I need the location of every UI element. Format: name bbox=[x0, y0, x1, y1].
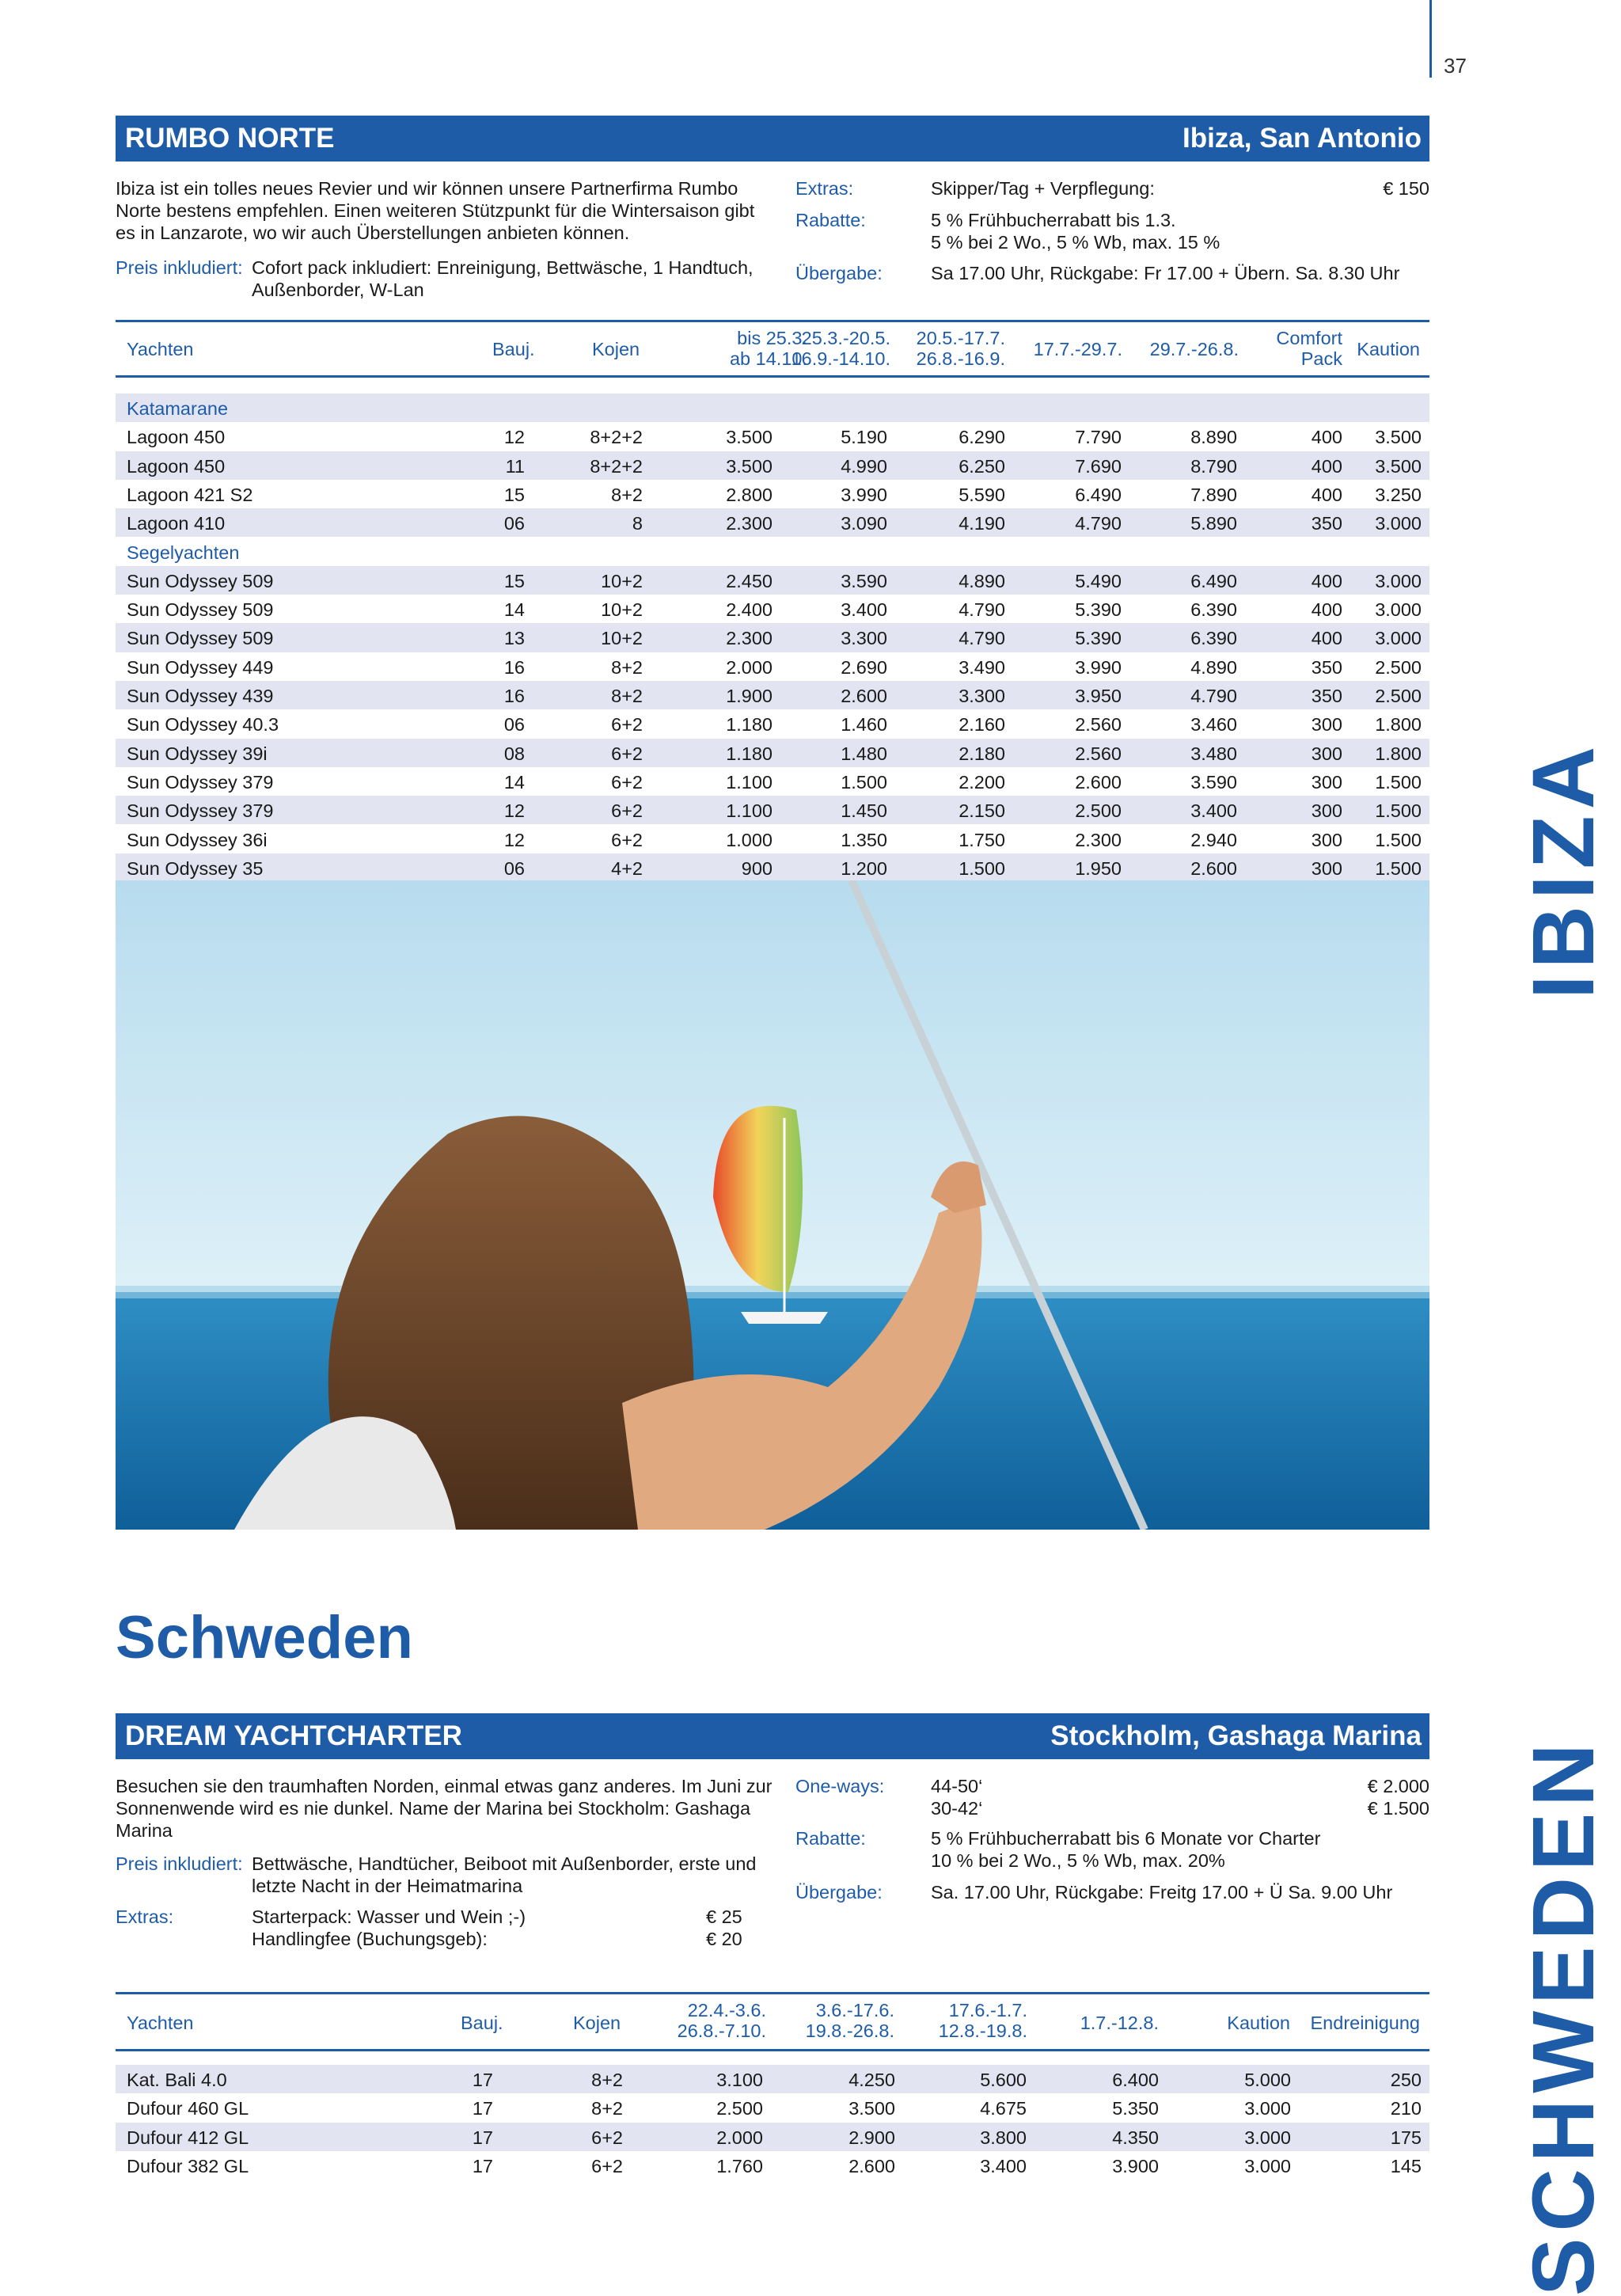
yacht-name: Sun Odyssey 35 bbox=[127, 857, 264, 879]
cell-kaution: 1.500 bbox=[1375, 800, 1422, 822]
cell-p1: 2.000 bbox=[716, 2127, 763, 2148]
cell-p5: 8.790 bbox=[1190, 455, 1237, 477]
yacht-name: Lagoon 450 bbox=[127, 427, 226, 448]
schweden-th-period-2: 3.6.-17.6. 19.8.-26.8. bbox=[805, 2000, 894, 2041]
sailing-photo-illustration bbox=[116, 880, 1429, 1530]
cell-kaution: 1.500 bbox=[1375, 771, 1422, 793]
cell-comfort: 300 bbox=[1311, 800, 1342, 822]
schweden-company-title: DREAM YACHTCHARTER bbox=[125, 1720, 462, 1751]
cell-p4: 2.560 bbox=[1075, 714, 1122, 736]
cell-p3: 4.190 bbox=[959, 513, 1005, 534]
cell-comfort: 400 bbox=[1311, 599, 1342, 621]
cell-kojen: 8 bbox=[632, 513, 643, 534]
cell-comfort: 400 bbox=[1311, 628, 1342, 649]
ibiza-th-kojen: Kojen bbox=[592, 339, 640, 359]
cell-p1: 2.400 bbox=[726, 599, 773, 621]
cell-bauj: 17 bbox=[472, 2127, 493, 2148]
table-row bbox=[116, 480, 1429, 508]
cell-p2: 1.200 bbox=[841, 857, 887, 879]
cell-kojen: 6+2 bbox=[611, 771, 643, 793]
cell-p3: 3.300 bbox=[959, 686, 1005, 706]
schweden-extras-item-2: Handlingfee (Buchungsgeb): bbox=[252, 1929, 488, 1949]
cell-kaution: 3.000 bbox=[1375, 599, 1422, 621]
cell-comfort: 300 bbox=[1311, 771, 1342, 793]
cell-kojen: 6+2 bbox=[591, 2155, 623, 2176]
cell-p2: 2.600 bbox=[841, 686, 887, 706]
cell-p1: 2.300 bbox=[726, 513, 773, 534]
cell-comfort: 350 bbox=[1311, 686, 1342, 706]
cell-p2: 2.900 bbox=[848, 2127, 895, 2148]
cell-p4: 7.790 bbox=[1075, 427, 1122, 448]
cell-bauj: 15 bbox=[503, 484, 525, 505]
cell-p2: 3.090 bbox=[841, 513, 887, 534]
schweden-table-header-rule bbox=[116, 2049, 1429, 2051]
cell-bauj: 16 bbox=[503, 656, 525, 678]
cell-kojen: 8+2 bbox=[611, 686, 643, 706]
schweden-th-period-3: 17.6.-1.7. 12.8.-19.8. bbox=[938, 2000, 1027, 2041]
cell-bauj: 17 bbox=[472, 2070, 493, 2090]
schweden-th-bauj: Bauj. bbox=[461, 2013, 503, 2033]
table-row bbox=[116, 681, 1429, 709]
schweden-heading: Schweden bbox=[116, 1604, 413, 1671]
table-row bbox=[116, 422, 1429, 450]
cell-p5: 2.940 bbox=[1190, 829, 1237, 850]
schweden-extras-label: Extras: bbox=[116, 1906, 174, 1927]
cell-p3: 3.490 bbox=[959, 656, 1005, 678]
cell-p4: 5.390 bbox=[1075, 628, 1122, 649]
table-category-row bbox=[116, 538, 1429, 566]
cell-p4: 1.950 bbox=[1075, 857, 1122, 879]
cell-p5: 2.600 bbox=[1190, 857, 1237, 879]
cell-p5: 6.390 bbox=[1190, 599, 1237, 621]
table-row bbox=[116, 709, 1429, 738]
cell-kaution: 3.000 bbox=[1244, 2098, 1291, 2119]
schweden-uebergabe-text: Sa. 17.00 Uhr, Rückgabe: Freitg 17.00 + Ü Sa. 9.00 Uhr bbox=[931, 1882, 1393, 1903]
cell-kaution: 1.800 bbox=[1375, 743, 1422, 764]
cell-p2: 3.990 bbox=[841, 484, 887, 505]
cell-bauj: 14 bbox=[503, 771, 525, 793]
cell-end: 250 bbox=[1390, 2070, 1422, 2090]
cell-kaution: 2.500 bbox=[1375, 656, 1422, 678]
cell-bauj: 06 bbox=[503, 857, 525, 879]
cell-p2: 1.460 bbox=[841, 714, 887, 736]
ibiza-th-yachten: Yachten bbox=[127, 339, 194, 359]
cell-end: 210 bbox=[1390, 2098, 1422, 2119]
yacht-name: Dufour 460 GL bbox=[127, 2098, 249, 2119]
yacht-name: Sun Odyssey 40.3 bbox=[127, 714, 279, 736]
schweden-th-endreinigung: Endreinigung bbox=[1310, 2013, 1420, 2033]
table-row bbox=[116, 595, 1429, 623]
cell-p1: 1.100 bbox=[726, 800, 773, 822]
cell-bauj: 06 bbox=[503, 714, 525, 736]
table-row bbox=[116, 566, 1429, 595]
ibiza-th-period-2: 25.3.-20.5. 16.9.-14.10. bbox=[791, 328, 890, 369]
table-row bbox=[116, 796, 1429, 824]
table-row bbox=[116, 853, 1429, 882]
cell-kojen: 8+2 bbox=[591, 2098, 623, 2119]
ibiza-uebergabe-label: Übergabe: bbox=[795, 263, 883, 283]
cell-kaution: 3.000 bbox=[1244, 2155, 1291, 2176]
cell-bauj: 17 bbox=[472, 2098, 493, 2119]
cell-p1: 2.500 bbox=[716, 2098, 763, 2119]
schweden-extras-item-1: Starterpack: Wasser und Wein ;-) bbox=[252, 1906, 526, 1927]
cell-kojen: 8+2 bbox=[591, 2070, 623, 2090]
cell-p4: 2.560 bbox=[1075, 743, 1122, 764]
cell-kojen: 4+2 bbox=[611, 857, 643, 879]
cell-p4: 5.390 bbox=[1075, 599, 1122, 621]
cell-comfort: 400 bbox=[1311, 570, 1342, 591]
ibiza-title-bar bbox=[116, 116, 1429, 162]
cell-p4: 3.900 bbox=[1112, 2155, 1159, 2176]
schweden-rabatte-label: Rabatte: bbox=[795, 1828, 866, 1849]
yacht-name: Lagoon 450 bbox=[127, 455, 226, 477]
cell-p2: 4.990 bbox=[841, 455, 887, 477]
cell-p1: 1.180 bbox=[726, 743, 773, 764]
cell-kaution: 3.500 bbox=[1375, 455, 1422, 477]
cell-kaution: 1.800 bbox=[1375, 714, 1422, 736]
cell-p1: 1.100 bbox=[726, 771, 773, 793]
ibiza-th-kaution: Kaution bbox=[1357, 339, 1420, 359]
ibiza-intro: Ibiza ist ein tolles neues Revier und wir können unsere Partnerfirma Rumbo Norte bestens empfehlen. Einen weiteren Stützpunkt für die Wintersaison gibt es in Lanzarote, wo wir auch Überstellungen anbieten können. bbox=[116, 178, 755, 243]
cell-comfort: 400 bbox=[1311, 484, 1342, 505]
yacht-name: Sun Odyssey 509 bbox=[127, 599, 274, 621]
side-label-ibiza: IBIZA bbox=[1515, 739, 1612, 999]
cell-bauj: 13 bbox=[503, 628, 525, 649]
schweden-th-kojen: Kojen bbox=[573, 2013, 621, 2033]
cell-p4: 7.690 bbox=[1075, 455, 1122, 477]
cell-p3: 6.290 bbox=[959, 427, 1005, 448]
ibiza-th-period-5: 29.7.-26.8. bbox=[1149, 339, 1239, 359]
category-label-segelyachten: Segelyachten bbox=[127, 542, 240, 563]
cell-bauj: 12 bbox=[503, 800, 525, 822]
yacht-name: Dufour 412 GL bbox=[127, 2127, 249, 2148]
category-label-katamarane: Katamarane bbox=[127, 398, 229, 419]
cell-bauj: 16 bbox=[503, 686, 525, 706]
cell-p3: 3.400 bbox=[980, 2155, 1027, 2176]
schweden-th-period-4: 1.7.-12.8. bbox=[1080, 2013, 1159, 2033]
cell-p4: 2.300 bbox=[1075, 829, 1122, 850]
cell-kaution: 3.500 bbox=[1375, 427, 1422, 448]
cell-p1: 1.180 bbox=[726, 714, 773, 736]
cell-p2: 3.500 bbox=[848, 2098, 895, 2119]
schweden-oneways-item-1: 44-50‘ bbox=[931, 1776, 983, 1796]
cell-comfort: 300 bbox=[1311, 857, 1342, 879]
schweden-table-top-rule bbox=[116, 1992, 1429, 1994]
yacht-name: Sun Odyssey 379 bbox=[127, 800, 274, 822]
cell-kaution: 3.000 bbox=[1375, 513, 1422, 534]
schweden-title-bar bbox=[116, 1713, 1429, 1759]
ibiza-company-title: RUMBO NORTE bbox=[125, 123, 335, 154]
cell-kojen: 8+2 bbox=[611, 656, 643, 678]
table-row bbox=[116, 2151, 1429, 2180]
cell-p2: 1.450 bbox=[841, 800, 887, 822]
cell-p4: 2.600 bbox=[1075, 771, 1122, 793]
cell-bauj: 08 bbox=[503, 743, 525, 764]
cell-kojen: 6+2 bbox=[591, 2127, 623, 2148]
cell-p1: 2.000 bbox=[726, 656, 773, 678]
cell-kojen: 8+2+2 bbox=[590, 427, 643, 448]
schweden-oneways-price-2: € 1.500 bbox=[1367, 1798, 1429, 1819]
cell-p1: 1.000 bbox=[726, 829, 773, 850]
ibiza-rabatte-label: Rabatte: bbox=[795, 210, 866, 230]
cell-kojen: 6+2 bbox=[611, 829, 643, 850]
ibiza-table-header-rule bbox=[116, 375, 1429, 378]
cell-p3: 4.675 bbox=[980, 2098, 1027, 2119]
cell-comfort: 350 bbox=[1311, 656, 1342, 678]
schweden-oneways-price-1: € 2.000 bbox=[1367, 1776, 1429, 1796]
cell-p2: 1.500 bbox=[841, 771, 887, 793]
side-label-schweden: SCHWEDEN bbox=[1515, 1737, 1612, 2296]
schweden-uebergabe-label: Übergabe: bbox=[795, 1882, 883, 1903]
ibiza-preis-label: Preis inkludiert: bbox=[116, 257, 243, 278]
ibiza-location: Ibiza, San Antonio bbox=[1182, 123, 1422, 154]
cell-p5: 4.890 bbox=[1190, 656, 1237, 678]
cell-p3: 5.600 bbox=[980, 2070, 1027, 2090]
cell-kojen: 8+2+2 bbox=[590, 455, 643, 477]
table-row bbox=[116, 451, 1429, 480]
cell-kaution: 1.500 bbox=[1375, 829, 1422, 850]
yacht-name: Lagoon 421 S2 bbox=[127, 484, 253, 505]
ibiza-th-period-3: 20.5.-17.7. 26.8.-16.9. bbox=[916, 328, 1005, 369]
cell-p5: 8.890 bbox=[1190, 427, 1237, 448]
cell-kaution: 5.000 bbox=[1244, 2070, 1291, 2090]
schweden-extras-price-2: € 20 bbox=[706, 1929, 742, 1949]
cell-p5: 7.890 bbox=[1190, 484, 1237, 505]
cell-p3: 6.250 bbox=[959, 455, 1005, 477]
table-category-row bbox=[116, 393, 1429, 422]
cell-end: 145 bbox=[1390, 2155, 1422, 2176]
cell-p3: 2.150 bbox=[959, 800, 1005, 822]
schweden-th-kaution: Kaution bbox=[1227, 2013, 1290, 2033]
schweden-extras-price-1: € 25 bbox=[706, 1906, 742, 1927]
cell-bauj: 12 bbox=[503, 829, 525, 850]
yacht-name: Sun Odyssey 379 bbox=[127, 771, 274, 793]
yacht-name: Sun Odyssey 439 bbox=[127, 686, 274, 706]
cell-p3: 1.750 bbox=[959, 829, 1005, 850]
cell-p1: 1.760 bbox=[716, 2155, 763, 2176]
cell-p3: 2.200 bbox=[959, 771, 1005, 793]
ibiza-th-period-4: 17.7.-29.7. bbox=[1033, 339, 1122, 359]
cell-p3: 4.890 bbox=[959, 570, 1005, 591]
cell-p1: 2.300 bbox=[726, 628, 773, 649]
cell-comfort: 400 bbox=[1311, 455, 1342, 477]
schweden-rabatte-text: 5 % Frühbucherrabatt bis 6 Monate vor Charter 10 % bei 2 Wo., 5 % Wb, max. 20% bbox=[931, 1828, 1321, 1871]
cell-p2: 5.190 bbox=[841, 427, 887, 448]
cell-comfort: 300 bbox=[1311, 714, 1342, 736]
ibiza-extras-label: Extras: bbox=[795, 178, 854, 199]
cell-p4: 3.950 bbox=[1075, 686, 1122, 706]
cell-p5: 3.400 bbox=[1190, 800, 1237, 822]
cell-p3: 1.500 bbox=[959, 857, 1005, 879]
yacht-name: Sun Odyssey 39i bbox=[127, 743, 268, 764]
cell-kaution: 1.500 bbox=[1375, 857, 1422, 879]
cell-p4: 4.350 bbox=[1112, 2127, 1159, 2148]
cell-p3: 5.590 bbox=[959, 484, 1005, 505]
cell-kaution: 3.000 bbox=[1244, 2127, 1291, 2148]
cell-p5: 3.460 bbox=[1190, 714, 1237, 736]
page-divider bbox=[1429, 0, 1432, 78]
table-row bbox=[116, 2065, 1429, 2093]
cell-kaution: 3.000 bbox=[1375, 628, 1422, 649]
ibiza-th-comfort-pack: Comfort Pack bbox=[1276, 328, 1342, 369]
schweden-th-yachten: Yachten bbox=[127, 2013, 194, 2033]
cell-p3: 2.180 bbox=[959, 743, 1005, 764]
table-row bbox=[116, 767, 1429, 796]
yacht-name: Sun Odyssey 509 bbox=[127, 570, 274, 591]
cell-p2: 4.250 bbox=[848, 2070, 895, 2090]
cell-p5: 3.590 bbox=[1190, 771, 1237, 793]
cell-kojen: 6+2 bbox=[611, 800, 643, 822]
page-number: 37 bbox=[1444, 54, 1467, 78]
table-row bbox=[116, 652, 1429, 681]
cell-p1: 3.100 bbox=[716, 2070, 763, 2090]
cell-p5: 5.890 bbox=[1190, 513, 1237, 534]
table-row bbox=[116, 2093, 1429, 2122]
ibiza-preis-text: Cofort pack inkludiert: Enreinigung, Bettwäsche, 1 Handtuch, Außenborder, W-Lan bbox=[252, 257, 754, 300]
ibiza-rabatte-text: 5 % Frühbucherrabatt bis 1.3. 5 % bei 2 Wo., 5 % Wb, max. 15 % bbox=[931, 210, 1220, 253]
yacht-name: Lagoon 410 bbox=[127, 513, 226, 534]
table-row bbox=[116, 2123, 1429, 2151]
cell-kojen: 6+2 bbox=[611, 714, 643, 736]
cell-p1: 2.800 bbox=[726, 484, 773, 505]
cell-p3: 2.160 bbox=[959, 714, 1005, 736]
yacht-name: Sun Odyssey 449 bbox=[127, 656, 274, 678]
cell-p5: 6.390 bbox=[1190, 628, 1237, 649]
table-row bbox=[116, 739, 1429, 767]
cell-p4: 5.490 bbox=[1075, 570, 1122, 591]
cell-kojen: 10+2 bbox=[601, 628, 643, 649]
cell-kaution: 2.500 bbox=[1375, 686, 1422, 706]
cell-p1: 3.500 bbox=[726, 455, 773, 477]
schweden-preis-label: Preis inkludiert: bbox=[116, 1853, 243, 1874]
cell-p1: 1.900 bbox=[726, 686, 773, 706]
schweden-th-period-1: 22.4.-3.6. 26.8.-7.10. bbox=[677, 2000, 766, 2041]
cell-p2: 2.690 bbox=[841, 656, 887, 678]
cell-kojen: 8+2 bbox=[611, 484, 643, 505]
cell-p2: 3.400 bbox=[841, 599, 887, 621]
yacht-name: Sun Odyssey 509 bbox=[127, 628, 274, 649]
cell-p4: 2.500 bbox=[1075, 800, 1122, 822]
cell-p2: 3.590 bbox=[841, 570, 887, 591]
cell-p3: 3.800 bbox=[980, 2127, 1027, 2148]
yacht-name: Dufour 382 GL bbox=[127, 2155, 249, 2176]
ibiza-table-top-rule bbox=[116, 320, 1429, 322]
cell-p3: 4.790 bbox=[959, 628, 1005, 649]
yacht-name: Kat. Bali 4.0 bbox=[127, 2070, 227, 2090]
cell-comfort: 400 bbox=[1311, 427, 1342, 448]
ibiza-extras-text: Skipper/Tag + Verpflegung: bbox=[931, 178, 1155, 199]
cell-p4: 4.790 bbox=[1075, 513, 1122, 534]
cell-p5: 6.490 bbox=[1190, 570, 1237, 591]
cell-p1: 3.500 bbox=[726, 427, 773, 448]
schweden-location: Stockholm, Gashaga Marina bbox=[1050, 1720, 1422, 1751]
cell-p2: 2.600 bbox=[848, 2155, 895, 2176]
cell-p2: 1.350 bbox=[841, 829, 887, 850]
schweden-oneways-label: One-ways: bbox=[795, 1776, 885, 1796]
table-row bbox=[116, 825, 1429, 853]
schweden-preis-text: Bettwäsche, Handtücher, Beiboot mit Außenborder, erste und letzte Nacht in der Heimatmarina bbox=[252, 1853, 757, 1896]
cell-p2: 1.480 bbox=[841, 743, 887, 764]
cell-bauj: 12 bbox=[503, 427, 525, 448]
table-row bbox=[116, 508, 1429, 537]
sailing-photo bbox=[116, 880, 1429, 1530]
cell-end: 175 bbox=[1390, 2127, 1422, 2148]
cell-p1: 900 bbox=[741, 857, 773, 879]
cell-comfort: 300 bbox=[1311, 829, 1342, 850]
cell-p4: 5.350 bbox=[1112, 2098, 1159, 2119]
cell-comfort: 350 bbox=[1311, 513, 1342, 534]
ibiza-uebergabe-text: Sa 17.00 Uhr, Rückgabe: Fr 17.00 + Übern. Sa. 8.30 Uhr bbox=[931, 263, 1400, 283]
cell-kaution: 3.000 bbox=[1375, 570, 1422, 591]
cell-kojen: 10+2 bbox=[601, 599, 643, 621]
cell-bauj: 14 bbox=[503, 599, 525, 621]
cell-kojen: 6+2 bbox=[611, 743, 643, 764]
cell-bauj: 06 bbox=[503, 513, 525, 534]
ibiza-th-bauj: Bauj. bbox=[492, 339, 535, 359]
ibiza-extras-price: € 150 bbox=[1383, 178, 1429, 199]
ibiza-th-period-1: bis 25.3. ab 14.10. bbox=[729, 328, 807, 369]
cell-p4: 6.400 bbox=[1112, 2070, 1159, 2090]
cell-kojen: 10+2 bbox=[601, 570, 643, 591]
cell-p4: 3.990 bbox=[1075, 656, 1122, 678]
cell-bauj: 15 bbox=[503, 570, 525, 591]
schweden-intro: Besuchen sie den traumhaften Norden, einmal etwas ganz anderes. Im Juni zur Sonnenwende wird es nie dunkel. Name der Marina bei Stockholm: Gashaga Marina bbox=[116, 1776, 773, 1841]
cell-bauj: 17 bbox=[472, 2155, 493, 2176]
cell-p3: 4.790 bbox=[959, 599, 1005, 621]
cell-p1: 2.450 bbox=[726, 570, 773, 591]
table-row bbox=[116, 623, 1429, 652]
cell-bauj: 11 bbox=[505, 455, 525, 477]
cell-p5: 3.480 bbox=[1190, 743, 1237, 764]
cell-comfort: 300 bbox=[1311, 743, 1342, 764]
cell-kaution: 3.250 bbox=[1375, 484, 1422, 505]
cell-p5: 4.790 bbox=[1190, 686, 1237, 706]
yacht-name: Sun Odyssey 36i bbox=[127, 829, 268, 850]
schweden-oneways-item-2: 30-42‘ bbox=[931, 1798, 983, 1819]
cell-p2: 3.300 bbox=[841, 628, 887, 649]
cell-p4: 6.490 bbox=[1075, 484, 1122, 505]
